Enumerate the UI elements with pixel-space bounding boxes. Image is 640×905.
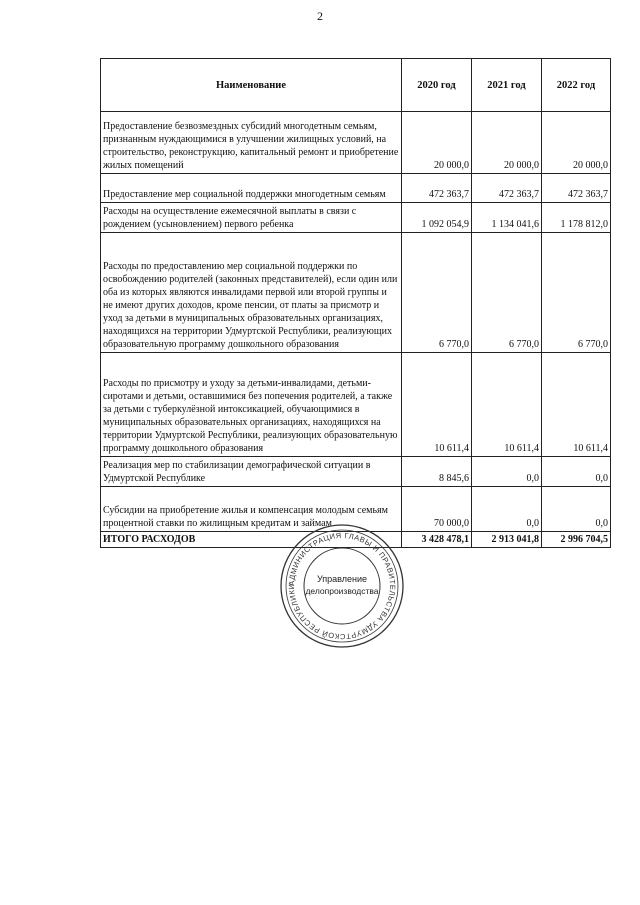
stamp-line-1: Управление	[316, 574, 368, 584]
header-2021: 2021 год	[472, 59, 542, 112]
row-value-2022: 0,0	[542, 487, 611, 532]
row-value-2021: 0,0	[472, 457, 542, 487]
budget-table	[100, 58, 611, 548]
row-value-2020: 472 363,7	[402, 174, 472, 203]
table-row	[101, 457, 611, 487]
table-row	[101, 112, 611, 174]
row-value-2021: 10 611,4	[472, 353, 542, 457]
header-name: Наименование	[101, 59, 402, 112]
row-value-2020: 8 845,6	[402, 457, 472, 487]
row-name: Расходы по предоставлению мер социальной поддержки по освобождению родителей (законных представителей), если один или оба из которых являются инвалидами первой или второй группы и не имеют других доходов, кроме пенсии, от платы за присмотр и уход за детьми в муниципальных образовательных организациях, находящихся на территории Удмуртской Республики, реализующих образовательную программу дошкольного образования	[101, 233, 402, 353]
official-stamp	[278, 522, 406, 650]
table-row	[101, 353, 611, 457]
row-name: Субсидии на приобретение жилья и компенсация молодым семьям процентной ставки по жилищным кредитам и займам	[101, 487, 402, 532]
row-value-2020: 1 092 054,9	[402, 203, 472, 233]
row-value-2021: 1 134 041,6	[472, 203, 542, 233]
row-name: Расходы на осуществление ежемесячной выплаты в связи с рождением (усыновлением) первого ребенка	[101, 203, 402, 233]
table-header-row	[101, 59, 611, 112]
row-value-2022: 1 178 812,0	[542, 203, 611, 233]
row-value-2022: 6 770,0	[542, 233, 611, 353]
table-row	[101, 174, 611, 203]
row-name: Реализация мер по стабилизации демографической ситуации в Удмуртской Республике	[101, 457, 402, 487]
table-row	[101, 233, 611, 353]
row-value-2022: 0,0	[542, 457, 611, 487]
table-row	[101, 203, 611, 233]
row-value-2021: 20 000,0	[472, 112, 542, 174]
total-value-2021: 2 913 041,8	[472, 532, 542, 548]
row-value-2022: 20 000,0	[542, 112, 611, 174]
row-value-2020: 10 611,4	[402, 353, 472, 457]
row-value-2021: 472 363,7	[472, 174, 542, 203]
header-2022: 2022 год	[542, 59, 611, 112]
row-name: Предоставление мер социальной поддержки многодетным семьям	[101, 174, 402, 203]
row-value-2021: 0,0	[472, 487, 542, 532]
row-value-2020: 6 770,0	[402, 233, 472, 353]
row-value-2020: 20 000,0	[402, 112, 472, 174]
total-value-2020: 3 428 478,1	[402, 532, 472, 548]
stamp-line-2: делопроизводства	[305, 586, 379, 596]
total-label: ИТОГО РАСХОДОВ	[101, 532, 402, 548]
row-name: Предоставление безвозмездных субсидий многодетным семьям, признанным нуждающимися в улучшении жилищных условий, на строительство, реконструкцию, капитальный ремонт и приобретение жилых помещений	[101, 112, 402, 174]
stamp-ring-text: АДМИНИСТРАЦИЯ ГЛАВЫ И ПРАВИТЕЛЬСТВА УДМУРТСКОЙ РЕСПУБЛИКИ	[286, 530, 398, 642]
row-value-2022: 10 611,4	[542, 353, 611, 457]
row-value-2022: 472 363,7	[542, 174, 611, 203]
row-value-2021: 6 770,0	[472, 233, 542, 353]
total-value-2022: 2 996 704,5	[542, 532, 611, 548]
row-name: Расходы по присмотру и уходу за детьми-инвалидами, детьми-сиротами и детьми, оставшимися без попечения родителей, а также за детьми с туберкулёзной интоксикацией, обучающимися в муниципальных образовательных организациях, находящихся на территории Удмуртской Республики, реализующих образовательную программу дошкольного образования	[101, 353, 402, 457]
header-2020: 2020 год	[402, 59, 472, 112]
page-number: 2	[317, 9, 323, 23]
row-value-2020: 70 000,0	[402, 487, 472, 532]
